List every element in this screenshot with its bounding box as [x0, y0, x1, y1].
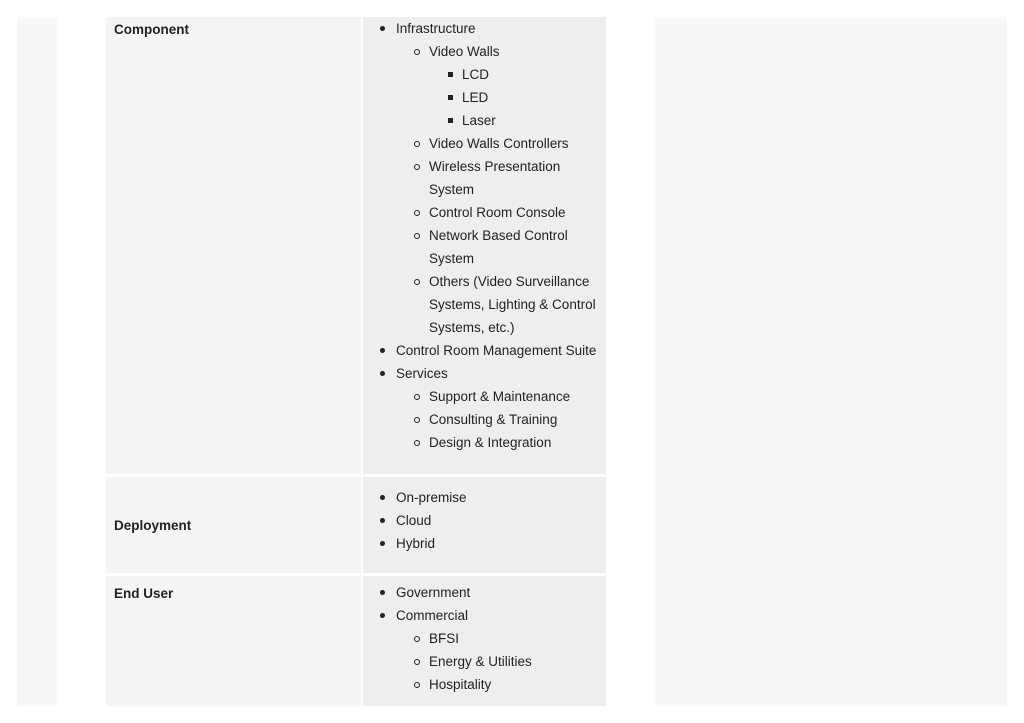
list-item [375, 604, 598, 696]
list-item: BFSI [408, 627, 598, 650]
list-item: Government [375, 581, 598, 604]
sub-sub-list [441, 63, 598, 132]
list-item: Support & Maintenance [408, 385, 598, 408]
segment-label: End User [106, 575, 362, 707]
segment-list [375, 486, 598, 555]
segment-list [375, 17, 598, 454]
list-item: Hybrid [375, 532, 598, 555]
table-row-component [106, 17, 606, 476]
list-item [375, 17, 598, 339]
list-item-text: Services [396, 366, 448, 381]
list-item: Design & Integration [408, 431, 598, 454]
list-item: Laser [441, 109, 598, 132]
sub-list [408, 385, 598, 454]
list-item: Network Based Control System [408, 224, 598, 270]
segment-list [375, 581, 598, 696]
list-item: LCD [441, 63, 598, 86]
list-item-text: Commercial [396, 608, 469, 623]
list-item: On-premise [375, 486, 598, 509]
list-item: LED [441, 86, 598, 109]
list-item: Video Walls Controllers [408, 132, 598, 155]
list-item: Consulting & Training [408, 408, 598, 431]
segment-values [362, 575, 606, 707]
right-sidebar-panel [655, 17, 1007, 706]
list-item-text: Infrastructure [396, 21, 476, 36]
list-item: Wireless Presentation System [408, 155, 598, 201]
list-item: Control Room Console [408, 201, 598, 224]
table-row-end-user [106, 575, 606, 707]
segment-label: Component [106, 17, 362, 476]
segmentation-table [106, 17, 606, 706]
segment-values [362, 476, 606, 575]
list-item [408, 40, 598, 132]
list-item [375, 362, 598, 454]
list-item: Cloud [375, 509, 598, 532]
list-item: Hospitality [408, 673, 598, 696]
sub-list [408, 627, 598, 696]
list-item: Others (Video Surveillance Systems, Lighting & Control Systems, etc.) [408, 270, 598, 339]
list-item-text: Video Walls [429, 44, 500, 59]
left-gutter [17, 17, 57, 706]
segment-label: Deployment [106, 476, 362, 575]
table-row-deployment [106, 476, 606, 575]
segmentation-table-container [106, 17, 606, 706]
list-item: Control Room Management Suite [375, 339, 598, 362]
segment-values [362, 17, 606, 476]
list-item: Energy & Utilities [408, 650, 598, 673]
sub-list [408, 40, 598, 339]
